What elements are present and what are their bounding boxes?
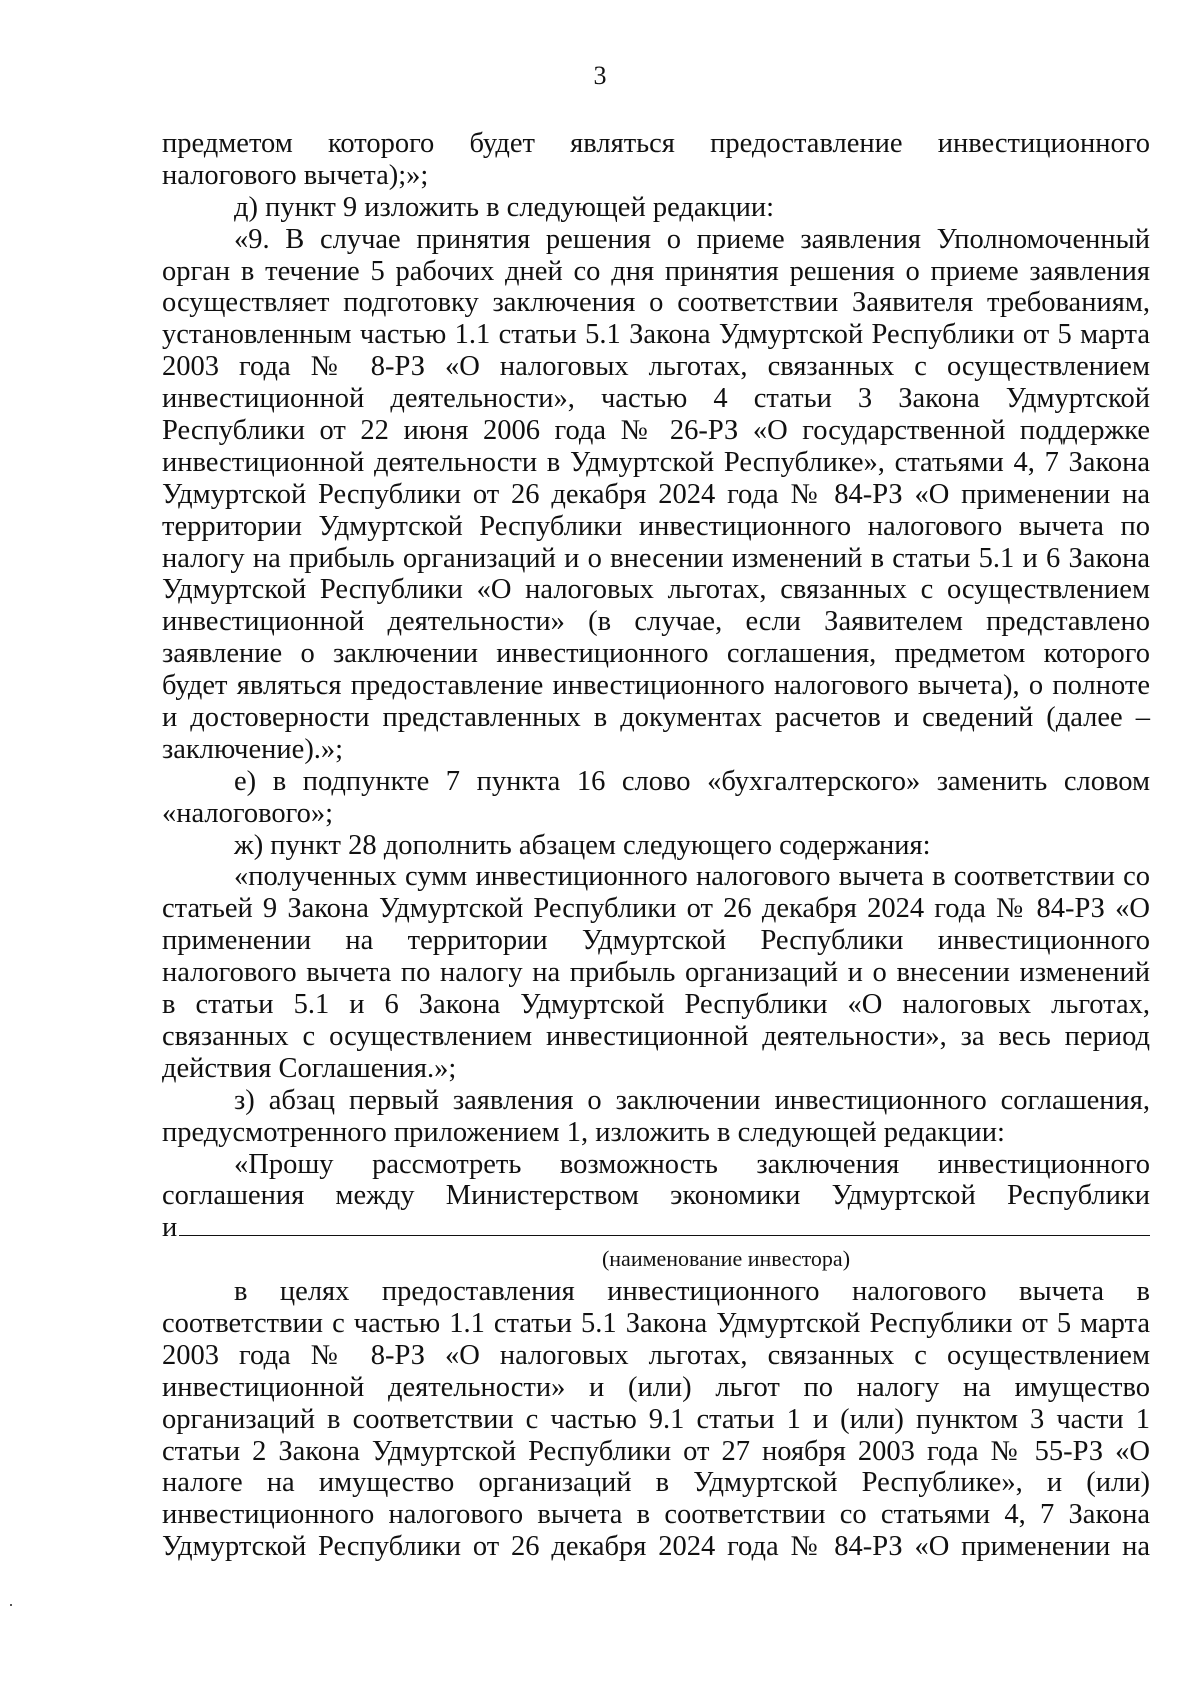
text-line: заявление о заключении инвестиционного соглашения, предметом которого [162, 638, 1150, 670]
text-line: налогу на прибыль организаций и о внесении изменений в статьи 5.1 и 6 Закона [162, 542, 1150, 574]
text-line: статьей 9 Закона Удмуртской Республики от 26 декабря 2024 года № 84-РЗ «О [162, 893, 1150, 925]
text-line: инвестиционной деятельности», частью 4 статьи 3 Закона Удмуртской [162, 383, 1150, 415]
text-line: заключение).»; [162, 733, 344, 765]
text-line: ж) пункт 28 дополнить абзацем следующего содержания: [234, 829, 931, 861]
text-line: д) пункт 9 изложить в следующей редакции: [234, 191, 775, 223]
conjunction-i: и [162, 1212, 178, 1244]
text-line: будет являться предоставление инвестиционного налогового вычета), о полноте [162, 670, 1150, 702]
text-line: налогового вычета);»; [162, 159, 429, 191]
text-line: осуществляет подготовку заключения о соответствии Заявителя требованиям, [162, 287, 1150, 319]
text-line: соглашения между Министерством экономики Удмуртской Республики [162, 1180, 1150, 1212]
text-line: Удмуртской Республики от 26 декабря 2024 года № 84-РЗ «О применении на [162, 1531, 1150, 1563]
text-line: орган в течение 5 рабочих дней со дня принятия решения о приеме заявления [162, 255, 1150, 287]
text-line: «Прошу рассмотреть возможность заключения инвестиционного [234, 1148, 1150, 1180]
text-line: статьи 2 Закона Удмуртской Республики от 27 ноября 2003 года № 55-РЗ «О [162, 1435, 1150, 1467]
text-line: Удмуртской Республики от 26 декабря 2024 года № 84-РЗ «О применении на [162, 478, 1150, 510]
text-line: применении на территории Удмуртской Республики инвестиционного [162, 925, 1150, 957]
text-line: инвестиционного налогового вычета в соответствии со статьями 4, 7 Закона [162, 1499, 1150, 1531]
text-line: з) абзац первый заявления о заключении инвестиционного соглашения, [234, 1084, 1150, 1116]
investor-name-row [162, 1212, 1150, 1244]
scan-artifact-dot [10, 1604, 12, 1606]
text-line: связанных с осуществлением инвестиционной деятельности», за весь период [162, 1020, 1150, 1052]
text-line: е) в подпункте 7 пункта 16 слово «бухгалтерского» заменить словом [234, 765, 1150, 797]
text-line: инвестиционной деятельности» (в случае, если Заявителем представлено [162, 606, 1150, 638]
text-line: 2003 года № 8-РЗ «О налоговых льготах, связанных с осуществлением [162, 1339, 1150, 1371]
text-line: «полученных сумм инвестиционного налогового вычета в соответствии со [234, 861, 1150, 893]
page-number: 3 [593, 61, 607, 90]
text-line: «9. В случае принятия решения о приеме заявления Уполномоченный [234, 223, 1150, 255]
text-line: действия Соглашения.»; [162, 1052, 457, 1084]
text-line: предусмотренного приложением 1, изложить в следующей редакции: [162, 1116, 1005, 1148]
text-line: предметом которого будет являться предоставление инвестиционного [162, 128, 1150, 159]
text-line: инвестиционной деятельности» и (или) льгот по налогу на имущество [162, 1371, 1150, 1403]
text-line: соответствии с частью 1.1 статьи 5.1 Закона Удмуртской Республики от 5 марта [162, 1307, 1150, 1339]
text-line: налогового вычета по налогу на прибыль организаций и о внесении изменений [162, 957, 1150, 989]
investor-name-blank-line [179, 1213, 1150, 1236]
text-line: инвестиционной деятельности в Удмуртской Республике», статьями 4, 7 Закона [162, 446, 1150, 478]
text-line: организаций в соответствии с частью 9.1 статьи 1 и (или) пунктом 3 части 1 [162, 1403, 1150, 1435]
text-line: установленным частью 1.1 статьи 5.1 Закона Удмуртской Республики от 5 марта [162, 319, 1150, 351]
text-line: Республики от 22 июня 2006 года № 26-РЗ «О государственной поддержке [162, 415, 1150, 447]
body-text [162, 128, 1150, 1563]
text-line: и достоверности представленных в документах расчетов и сведений (далее – [162, 702, 1150, 734]
text-line: в статьи 5.1 и 6 Закона Удмуртской Республики «О налоговых льготах, [162, 989, 1150, 1021]
text-line: 2003 года № 8-РЗ «О налоговых льготах, связанных с осуществлением [162, 351, 1150, 383]
text-line: налоге на имущество организаций в Удмуртской Республике», и (или) [162, 1467, 1150, 1499]
text-line: «налогового»; [162, 797, 334, 829]
text-line: в целях предоставления инвестиционного налогового вычета в [234, 1276, 1150, 1308]
text-line: территории Удмуртской Республики инвестиционного налогового вычета по [162, 510, 1150, 542]
text-line: Удмуртской Республики «О налоговых льготах, связанных с осуществлением [162, 574, 1150, 606]
investor-name-caption: (наименование инвестора) [601, 1246, 851, 1272]
